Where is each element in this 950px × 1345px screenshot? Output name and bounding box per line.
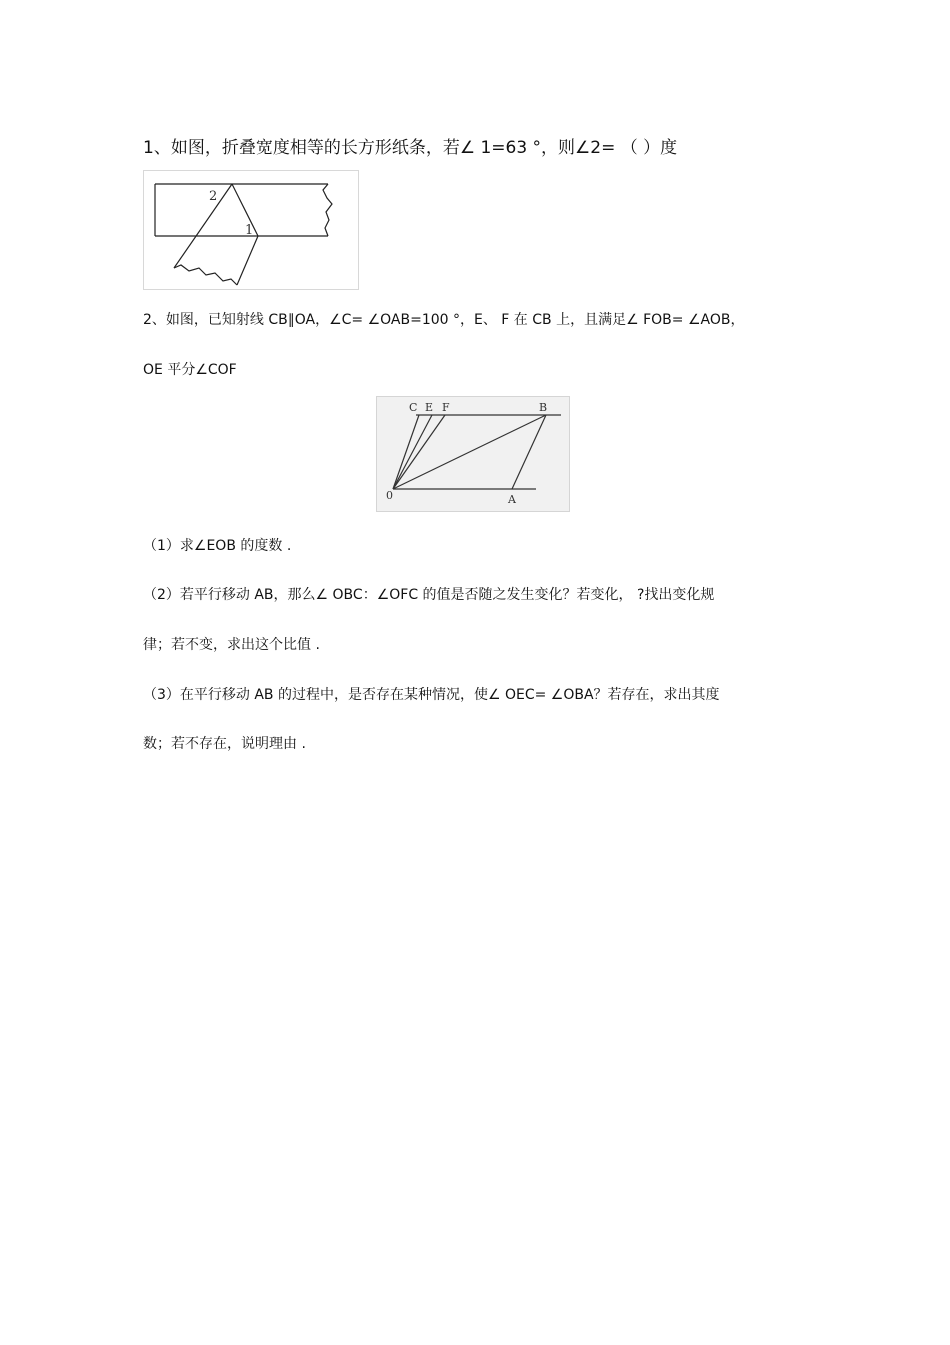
folded-part-left-edge (174, 184, 232, 268)
folded-strip-figure (143, 170, 359, 290)
question-2-part-2-line-1: （2）若平行移动 AB，那么∠ OBC：∠OFC 的值是否随之发生变化？若变化， ?找出变化规 (143, 587, 715, 603)
question-2-part-3-line-2: 数；若不存在，说明理由 . (143, 736, 306, 752)
point-a-label: A (508, 493, 516, 506)
folded-strip-diagram (143, 170, 359, 290)
point-b-label: B (539, 401, 548, 414)
question-1-text: 1、如图，折叠宽度相等的长方形纸条，若∠ 1=63 °，则∠2= （ ）度 (143, 138, 678, 158)
parallel-rays-figure (376, 396, 570, 512)
question-2-part-3-line-1: （3）在平行移动 AB 的过程中，是否存在某种情况，使∠ OEC= ∠OBA？若存在，求出其度 (143, 687, 720, 703)
point-f-label: F (442, 401, 450, 414)
strip-torn-edge (323, 184, 332, 236)
point-c-label: C (409, 401, 418, 414)
point-e-label: E (425, 401, 434, 414)
question-2-part-2-line-2: 律；若不变，求出这个比值 . (143, 637, 320, 653)
question-2-line-1: 2、如图，已知射线 CB∥OA，∠C= ∠OAB=100 °，E、 F 在 CB 上，且满足∠ FOB= ∠AOB， (143, 312, 745, 328)
question-2-part-1: （1）求∠EOB 的度数 . (143, 538, 292, 554)
question-2-line-2: OE 平分∠COF (143, 362, 237, 378)
folded-part-torn-edge (174, 265, 237, 285)
angle-1-label: 1 (245, 223, 254, 238)
folded-part-right-edge (237, 236, 258, 285)
point-o-label: 0 (386, 489, 393, 502)
parallel-rays-diagram (376, 396, 570, 512)
angle-2-label: 2 (209, 189, 218, 204)
